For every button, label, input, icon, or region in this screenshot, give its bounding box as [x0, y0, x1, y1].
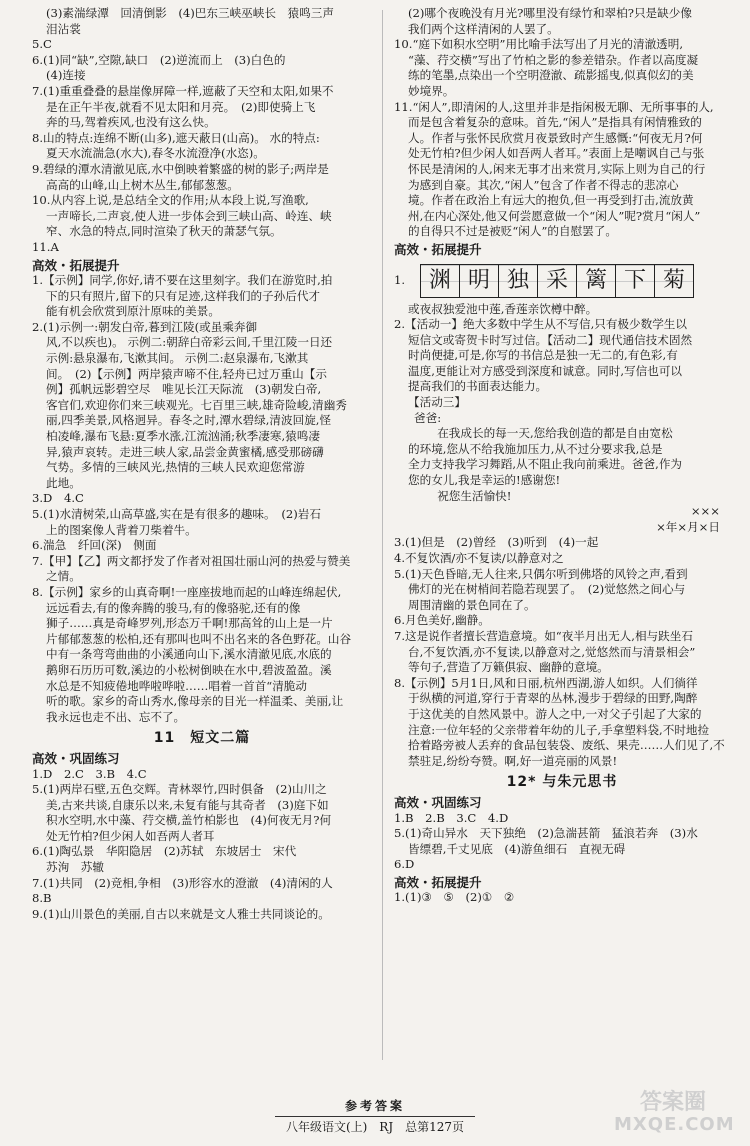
calligraphy-cell: 篱: [576, 264, 616, 298]
answer-line: 8.【示例】家乡的山真奇啊!一座座拔地而起的山峰连绵起伏,: [32, 584, 342, 599]
answer-line: 拾着路旁被人丢弃的食品包装袋、废纸、果壳……人们见了,不: [408, 738, 725, 753]
answer-line: 台,不复饮酒,亦不复读,以静意对之,觉悠然而与清景相会”: [408, 644, 696, 659]
answer-line: 的自得只不过是被贬“闲人”的自慰罢了。: [408, 224, 617, 239]
answer-line: 【活动三】: [408, 395, 466, 410]
answer-line: 下的只有照片,留下的只有足迹,这样我们的子孙后代才: [46, 288, 321, 303]
answer-line: 佛灯的光在树梢间若隐若现罢了。 (2)觉悠然之间心与: [408, 582, 686, 597]
answer-line: 11.“闲人”,即清闲的人,这里并非是指闲极无聊、无所事事的人,: [394, 99, 714, 114]
answer-line: 一声啼长,二声哀,使人进一步体会到三峡山高、岭连、峡: [46, 208, 332, 223]
answer-line: 7.(1)共同 (2)竞相,争相 (3)形容水的澄澈 (4)清闲的人: [32, 875, 333, 890]
answer-line: 风,不以疾也)。 示例二:朝辞白帝彩云间,千里江陵一日还: [46, 335, 333, 350]
answer-line: 妙境界。: [408, 83, 455, 98]
answer-line: 客官们,欢迎你们来三峡观光。七百里三峡,雄奇险峻,清幽秀: [46, 397, 347, 412]
answer-line: 上的图案像人背着刀柴着牛。: [46, 522, 197, 537]
answer-line: 7.【甲】【乙】两文都抒发了作者对祖国壮丽山河的热爱与赞美: [32, 553, 351, 568]
answer-line: 时尚便捷,可是,你写的书信总是独一无二的,有色彩,有: [408, 348, 678, 363]
answer-line: 9.碧绿的潭水清澈见底,水中倒映着繁盛的树的影子;两岸是: [32, 161, 329, 176]
calligraphy-answer-grid: [394, 264, 730, 298]
answer-line: 10.“庭下如积水空明”用比喻手法写出了月光的清澈透明,: [394, 37, 684, 52]
answer-line: 我永远也走不出、忘不了。: [46, 709, 186, 724]
answer-line: 6.(1)陶弘景 华阳隐居 (2)苏轼 东坡居士 宋代: [32, 844, 297, 859]
answer-line: 周围清幽的景色同在了。: [408, 597, 536, 612]
answer-line: 片郁郁葱葱的松柏,还有那叫也叫不出名来的各色野花。山谷: [46, 631, 352, 646]
answer-line: 美,古来共谈,自康乐以来,未复有能与其奇者 (3)庭下如: [46, 797, 329, 812]
section-heading: 高效・拓展提升: [32, 257, 120, 273]
answer-line: 例】孤帆远影碧空尽 唯见长江天际流 (3)朝发白帝,: [46, 382, 322, 397]
answer-line: 于这优美的自然风景中。游人之中,一对父子引起了大家的: [408, 706, 702, 721]
answer-line: 我们两个这样清闲的人罢了。: [408, 21, 559, 36]
answer-line: 5.(1)水清树荣,山高草盛,实在是有很多的趣味。 (2)岩石: [32, 507, 321, 521]
answer-line: 窄、水急的特点,同时渲染了秋天的萧瑟气氛。: [46, 224, 282, 239]
lesson-title: 12* 与朱元思书: [506, 774, 618, 791]
calligraphy-cell: 渊: [420, 264, 460, 298]
letter-line: 祝您生活愉快!: [414, 488, 512, 503]
answer-line: 高高的山峰,山上树木丛生,郁郁葱葱。: [46, 177, 239, 192]
calligraphy-cell: 采: [537, 264, 577, 298]
answer-line: 3.D 4.C: [32, 491, 84, 506]
answer-line: 泪沾裳: [46, 21, 81, 36]
answer-line: “藻、荇交横”写出了竹柏之影的参差错杂。作者以高度凝: [408, 52, 699, 67]
answer-line: 3.(1)但是 (2)曾经 (3)听到 (4)一起: [394, 535, 599, 550]
answer-line: 温度,更能让对方感受到深度和诚意。同时,写信也可以: [408, 363, 683, 378]
letter-line: 爸爸:: [414, 410, 442, 425]
calligraphy-cell: 独: [498, 264, 538, 298]
answer-line: 8.山的特点:连绵不断(山多),遮天蔽日(山高)。 水的特点:: [32, 130, 320, 145]
answer-line: 积水空明,水中藻、荇交横,盖竹柏影也 (4)何夜无月?何: [46, 813, 332, 828]
left-column: [32, 6, 372, 922]
answer-line: 处无竹柏?但少闲人如吾两人者耳。”表面上是嘲讽自己与张: [408, 146, 705, 161]
calligraphy-cells: [420, 264, 693, 298]
calligraphy-cell: 下: [615, 264, 655, 298]
answer-line: 2.【活动一】绝大多数中学生从不写信,只有极少数学生以: [394, 317, 687, 332]
answer-line: 夏天水流湍急(水大),春冬水流澄净(水恣)。: [46, 146, 265, 161]
calligraphy-cell: 菊: [654, 264, 694, 298]
answer-line: 7.这是说作者擅长营造意境。如“夜半月出无人,相与趺坐石: [394, 628, 693, 643]
watermark-top-text: 答案圈: [639, 1090, 706, 1115]
answer-line: 狮子……真是奇峰罗列,形态万千啊!那高耸的山上是一片: [46, 616, 333, 631]
answer-line: 5.C: [32, 37, 52, 52]
answer-line: 听的歌。家乡的奇山秀水,像母亲的目光一样温柔、美丽,让: [46, 694, 344, 709]
answer-line: 而是包含着复杂的意味。首先,“闲人”是指具有闲情雅致的: [408, 115, 702, 130]
answer-line: 6.月色美好,幽静。: [394, 613, 490, 628]
letter-line: 在我成长的每一天,您给我创造的都是自由宽松: [414, 426, 673, 441]
answer-line: 6.湍急 纤回(深) 侧面: [32, 538, 157, 553]
answer-line: 州,在内心深处,他又何尝愿意做一个“闲人”呢?赏月“闲人”: [408, 208, 701, 223]
answer-line: 1.B 2.B 3.C 4.D: [394, 810, 509, 825]
answer-line: (4)连接: [46, 68, 86, 83]
answer-line: 皆缥碧,千丈见底 (4)游鱼细石 直视无碍: [408, 841, 626, 856]
answer-line: 柏凌峰,瀑布飞悬:夏季水涨,江流汹涌;秋季凄寒,猿鸣凄: [46, 429, 320, 444]
letter-signature: ×年×月×日: [656, 519, 720, 534]
answer-line: 9.(1)山川景色的美丽,自古以来就是文人雅士共同谈论的。: [32, 906, 330, 921]
answer-line: 禁驻足,纷纷夸赞。啊,好一道亮丽的风景!: [408, 753, 618, 768]
answer-line: 能有机会欣赏到原汁原味的美景。: [46, 304, 220, 319]
answer-line: 5.(1)两岸石壁,五色交辉。青林翠竹,四时俱备 (2)山川之: [32, 782, 327, 797]
lesson-title: 11 短文二篇: [153, 730, 251, 747]
letter-signature: ×××: [690, 504, 720, 519]
calligraphy-question-number: 1.: [394, 272, 406, 287]
answer-line: 您的女儿,我是幸运的!感谢您!: [408, 473, 561, 488]
answer-line: 8.【示例】5月1日,风和日丽,杭州西湖,游人如织。人们徜徉: [394, 675, 698, 690]
section-heading: 高效・拓展提升: [394, 241, 482, 257]
answer-line: 境。作者在政治上有远大的抱负,但一再受到打击,流放黄: [408, 193, 694, 208]
answer-line: 8.B: [32, 891, 52, 906]
answer-line: 处无竹柏?但少闲人如吾两人者耳: [46, 828, 215, 843]
answer-line: 等句子,营造了万籁俱寂、幽静的意境。: [408, 660, 609, 675]
answer-line: 水总是不知疲倦地哗啦哗啦……唱着一首首“清脆动: [46, 678, 307, 693]
answer-line: 异,猿声哀转。走进三峡人家,品尝金黄蜜橘,感受那磅礴: [46, 444, 324, 459]
answer-line: (2)哪个夜晚没有月光?哪里没有绿竹和翠柏?只是缺少像: [408, 6, 692, 20]
answer-line: 1.【示例】同学,你好,请不要在这里刻字。我们在游览时,拍: [32, 273, 333, 288]
calligraphy-cell: 明: [459, 264, 499, 298]
answer-line: (3)素湍绿潭 回清倒影 (4)巴东三峡巫峡长 猿鸣三声: [46, 6, 334, 20]
answer-line: 气势。多情的三峡风光,热情的三峡人民欢迎您常游: [46, 460, 305, 475]
answer-line: 练的笔墨,点染出一个空明澄澈、疏影摇曳,似真似幻的美: [408, 68, 694, 83]
section-heading: 高效・巩固练习: [394, 794, 482, 810]
watermark-logo: [614, 1090, 735, 1138]
right-column-bottom: [394, 302, 730, 907]
answer-line: 11.A: [32, 239, 59, 254]
answer-line: 丽,四季美景,风格迥异。春冬之时,潭水碧绿,清波回旋,怪: [46, 413, 332, 428]
footer-page-info: 八年级语文(上) RJ 总第127页: [275, 1116, 475, 1135]
section-heading: 高效・拓展提升: [394, 874, 482, 890]
footer-title: 参考答案: [344, 1099, 405, 1113]
answer-line: 间。 (2)【示例】两岸猿声啼不住,轻舟已过万重山【示: [46, 366, 327, 381]
answer-line: 注意:一位年轻的父亲带着年幼的儿子,手拿塑料袋,不时地捡: [408, 722, 710, 737]
answer-line: 10.从内容上说,是总结全文的作用;从本段上说,写渔歌,: [32, 193, 309, 208]
answer-line: 奔的马,驾着疾风,也没有这么快。: [46, 115, 216, 130]
right-column-top: [394, 6, 730, 258]
answer-line: 之情。: [46, 569, 81, 584]
answer-line: 是在正午半夜,就看不见太阳和月亮。 (2)即使骑上飞: [46, 99, 316, 114]
answer-line: 7.(1)重重叠叠的悬崖像屏障一样,遮蔽了天空和太阳,如果不: [32, 83, 334, 98]
answer-line: 远远看去,有的像奔腾的骏马,有的像骆驼,还有的像: [46, 600, 301, 615]
answer-line: 1.D 2.C 3.B 4.C: [32, 766, 147, 781]
answer-line: 人。作者与张怀民欣赏月夜景致时产生感慨:“何夜无月?何: [408, 130, 703, 145]
answer-line: 2.(1)示例一:朝发白帝,暮到江陵(或虽乘奔御: [32, 319, 258, 334]
answer-line: 4.不复饮酒/亦不复读/以静意对之: [394, 551, 564, 565]
watermark-bottom-text: MXQE.COM: [614, 1114, 735, 1135]
answer-line: 此地。: [46, 475, 81, 490]
answer-line: 中有一条弯弯曲曲的小溪通向山下,溪水清澈见底,水底的: [46, 647, 332, 662]
answer-line: 6.(1)同“缺”,空隙,缺口 (2)逆流而上 (3)白色的: [32, 52, 286, 67]
answer-line: 1.(1)③ ⑤ (2)① ②: [394, 890, 515, 905]
answer-line: 怀民是清闲的人,闲来无事才出来赏月,实际上则为自己的行: [408, 161, 706, 176]
answer-line: 为感到自豪。其次,“闲人”包含了作者不得志的悲凉心: [408, 177, 679, 192]
right-column: [394, 6, 730, 906]
answer-line: 苏洵 苏辙: [46, 860, 104, 875]
answer-line: 5.(1)奇山异水 天下独绝 (2)急湍甚箭 猛浪若奔 (3)水: [394, 826, 698, 841]
answer-line: 提高我们的书面表达能力。: [408, 379, 548, 394]
answer-line: 于纵横的河道,穿行于青翠的丛林,漫步于碧绿的田野,陶醉: [408, 691, 698, 706]
answer-line: 鹅卵石历历可数,溪边的小松树倒映在水中,碧波盈盈。溪: [46, 662, 332, 677]
answer-line: 短信文或寄贺卡时写过信。【活动二】现代通信技术固然: [408, 332, 693, 347]
answer-line: 全力支持我学习舞蹈,从不阻止我向前乘进。爸爸,作为: [408, 457, 683, 472]
column-divider: [382, 10, 383, 1060]
answer-line: 示例:悬泉瀑布,飞漱其间。 示例二:赵泉瀑布,飞漱其: [46, 351, 309, 366]
answer-line: 的环境,您从不给我施加压力,从不过分要求我,总是: [408, 441, 663, 456]
answer-line: 6.D: [394, 857, 415, 872]
answer-line: 5.(1)天色昏暗,无人往来,只偶尔听到佛塔的风铃之声,看到: [394, 566, 688, 581]
answer-line: 或夜叔独爱池中莲,香莲亲饮樽中醉。: [408, 301, 598, 316]
section-heading: 高效・巩固练习: [32, 750, 120, 766]
